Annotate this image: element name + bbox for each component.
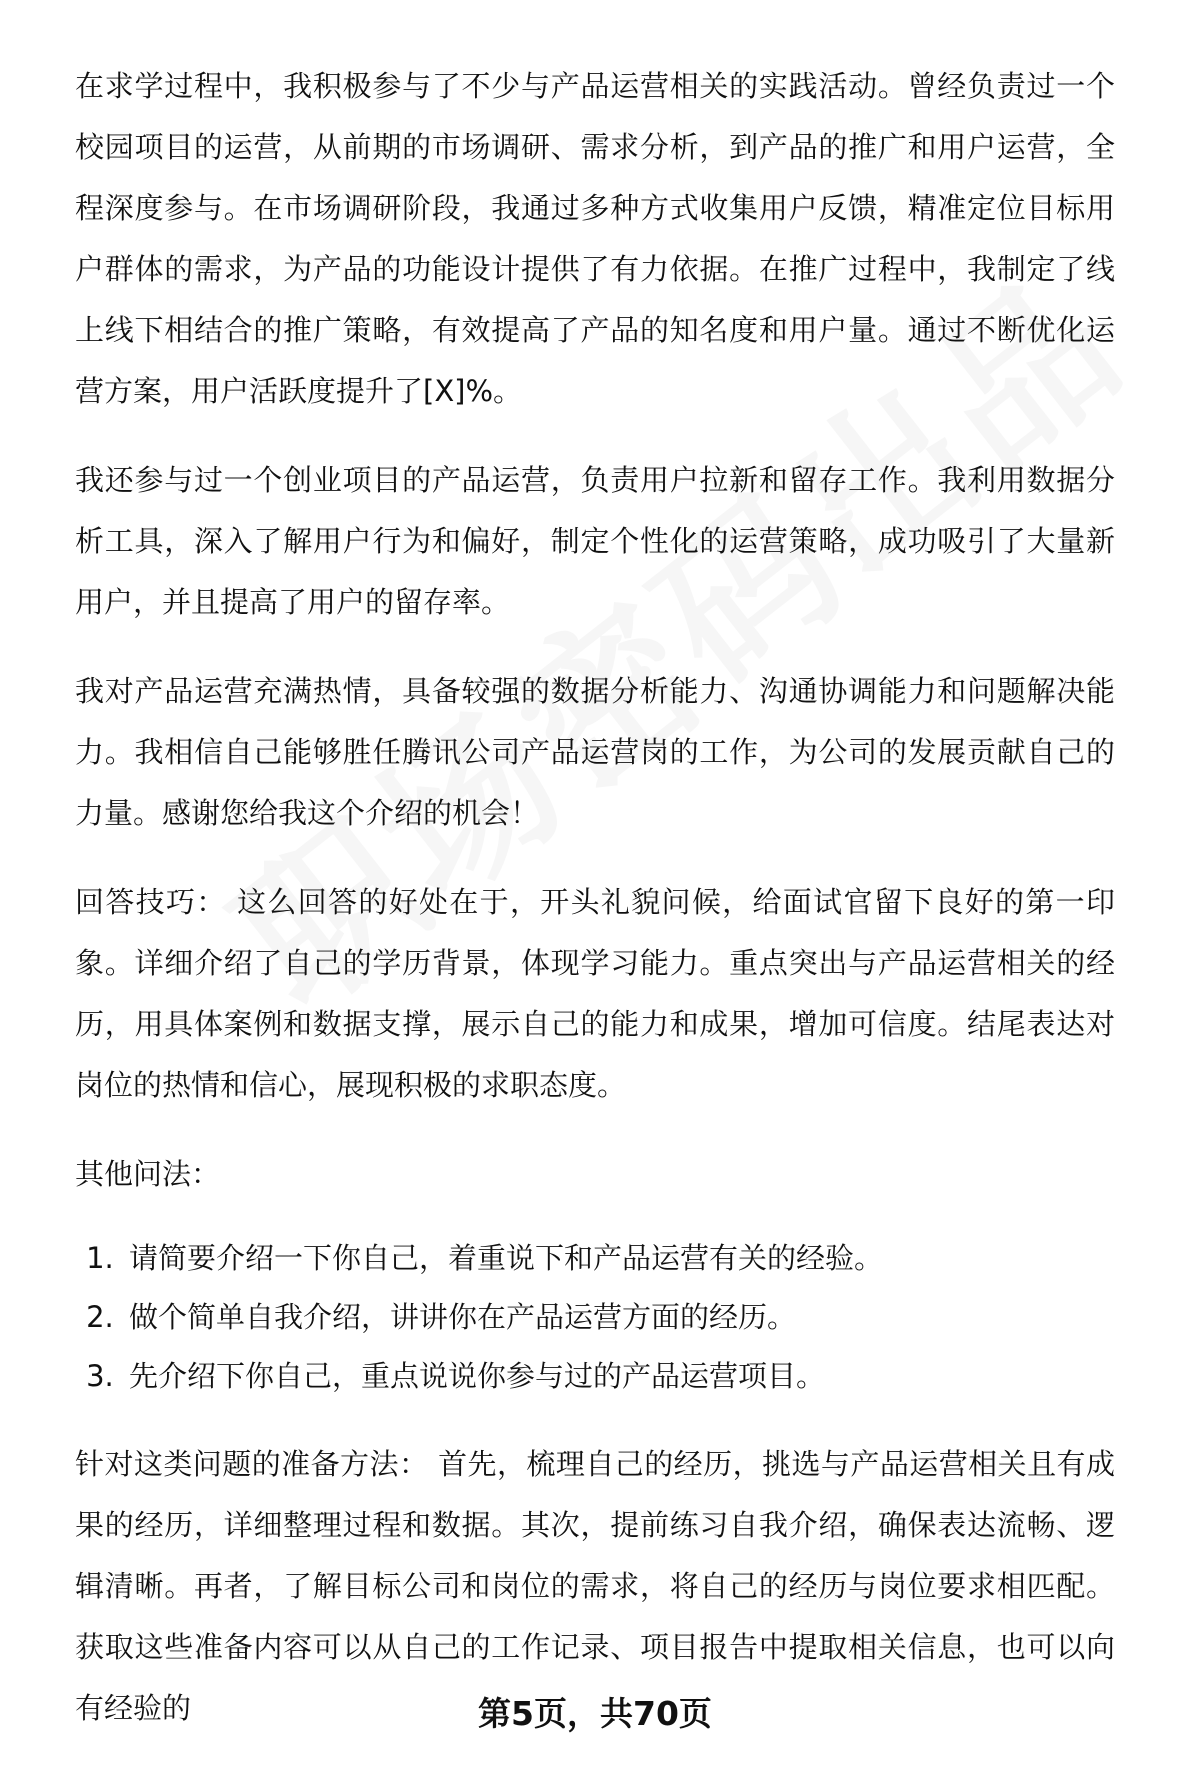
page-number: 第5页，共70页	[478, 1694, 712, 1733]
other-questions-label: 其他问法：	[75, 1157, 221, 1191]
paragraph-preparation-method: 针对这类问题的准备方法： 首先，梳理自己的经历，挑选与产品运营相关且有成果的经历，详细整理过程和数据。其次，提前练习自我介绍，确保表达流畅、逻辑清晰。再者，了解目标公司和岗位的需求，将自己的经历与岗位要求相匹配。获取这些准备内容可以从自己的工作记录、项目报告中提取相关信息，也可以向有经验的	[75, 1447, 1115, 1725]
paragraph-campus-project: 在求学过程中，我积极参与了不少与产品运营相关的实践活动。曾经负责过一个校园项目的运营，从前期的市场调研、需求分析，到产品的推广和用户运营，全程深度参与。在市场调研阶段，我通过多种方式收集用户反馈，精准定位目标用户群体的需求，为产品的功能设计提供了有力依据。在推广过程中，我制定了线上线下相结合的推广策略，有效提高了产品的知名度和用户量。通过不断优化运营方案，用户活跃度提升了[X]%。	[75, 69, 1115, 408]
document-body	[75, 56, 1115, 1767]
paragraph-closing-statement: 我对产品运营充满热情，具备较强的数据分析能力、沟通协调能力和问题解决能力。我相信自己能够胜任腾讯公司产品运营岗的工作，为公司的发展贡献自己的力量。感谢您给我这个介绍的机会！	[75, 674, 1115, 830]
paragraph-startup-project: 我还参与过一个创业项目的产品运营，负责用户拉新和留存工作。我利用数据分析工具，深入了解用户行为和偏好，制定个性化的运营策略，成功吸引了大量新用户，并且提高了用户的留存率。	[75, 463, 1115, 619]
list-item: 1. 请简要介绍一下你自己，着重说下和产品运营有关的经验。	[123, 1229, 1115, 1288]
list-item: 3. 先介绍下你自己，重点说说你参与过的产品运营项目。	[123, 1347, 1115, 1406]
list-item: 2. 做个简单自我介绍，讲讲你在产品运营方面的经历。	[123, 1288, 1115, 1347]
alt-questions-list	[75, 1229, 1115, 1406]
paragraph-answer-tips: 回答技巧： 这么回答的好处在于，开头礼貌问候，给面试官留下良好的第一印象。详细介绍了自己的学历背景，体现学习能力。重点突出与产品运营相关的经历，用具体案例和数据支撑，展示自己的能力和成果，增加可信度。结尾表达对岗位的热情和信心，展现积极的求职态度。	[75, 885, 1115, 1102]
